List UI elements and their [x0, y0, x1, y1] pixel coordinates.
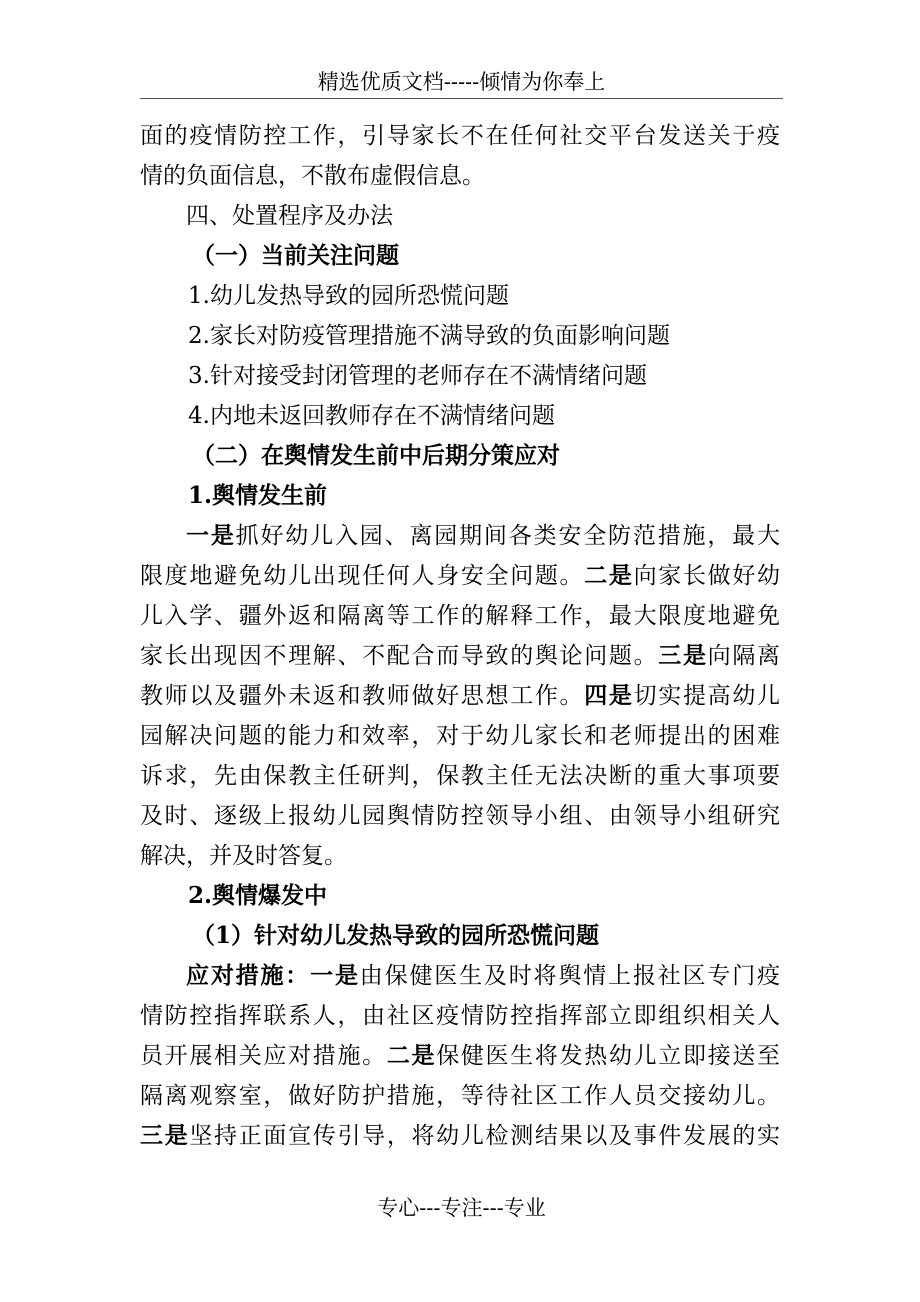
emphasis-label: 一是: [186, 522, 236, 549]
emphasis-label: 三是: [658, 642, 708, 669]
paragraph-line: 隔离观察室，做好防护措施，等待社区工作人员交接幼儿。: [140, 1083, 780, 1109]
emphasis-label: 二是: [386, 1042, 437, 1069]
paragraph-line: 三是坚持正面宣传引导，将幼儿检测结果以及事件发展的实: [140, 1122, 780, 1149]
paragraph-line: 一是抓好幼儿入园、离园期间各类安全防范措施，最大: [186, 522, 780, 549]
subsection-heading: 2.舆情爆发中: [188, 882, 328, 909]
paragraph-line: 面的疫情防控工作，引导家长不在任何社交平台发送关于疫: [140, 123, 780, 149]
paragraph-line: 教师以及疆外未返和教师做好思想工作。四是切实提高幼儿: [140, 682, 780, 709]
list-item: 3.针对接受封闭管理的老师存在不满情绪问题: [188, 363, 647, 389]
header-divider: [140, 98, 783, 99]
document-body: [140, 116, 780, 1156]
emphasis-label: 一是: [310, 962, 360, 989]
paragraph-line: 限度地避免幼儿出现任何人身安全问题。二是向家长做好幼: [140, 562, 780, 589]
paragraph-line: 家长出现因不理解、不配合而导致的舆论问题。三是向隔离: [140, 642, 780, 669]
emphasis-label: 应对措施：: [186, 962, 311, 989]
list-item: 4.内地未返回教师存在不满情绪问题: [188, 403, 555, 429]
emphasis-label: 三是: [140, 1122, 190, 1149]
subsection-heading: （一）当前关注问题: [192, 242, 399, 269]
paragraph-line: 诉求，先由保教主任研判，保教主任无法决断的重大事项要: [140, 763, 780, 789]
paragraph-line: 园解决问题的能力和效率，对于幼儿家长和老师提出的困难: [140, 723, 780, 749]
section-heading: 四、处置程序及办法: [186, 203, 393, 229]
subsection-heading: （1）针对幼儿发热导致的园所恐慌问题: [192, 922, 600, 949]
paragraph-line: 情的负面信息，不散布虚假信息。: [140, 163, 485, 189]
paragraph-line: 情防控指挥联系人，由社区疫情防控指挥部立即组织相关人: [140, 1003, 780, 1029]
paragraph-line: 儿入学、疆外返和隔离等工作的解释工作，最大限度地避免: [140, 603, 780, 629]
paragraph-line: 解决，并及时答复。: [140, 843, 347, 869]
subsection-heading: （二）在舆情发生前中后期分策应对: [192, 442, 560, 469]
subsection-heading: 1.舆情发生前: [188, 482, 328, 509]
page-footer: 专心---专注---专业: [377, 1196, 546, 1220]
list-item: 1.幼儿发热导致的园所恐慌问题: [188, 283, 509, 309]
emphasis-label: 二是: [584, 562, 634, 589]
list-item: 2.家长对防疫管理措施不满导致的负面影响问题: [188, 323, 670, 349]
paragraph-line: 应对措施：一是由保健医生及时将舆情上报社区专门疫: [186, 962, 780, 989]
page-header: 精选优质文档-----倾情为你奉上: [317, 70, 606, 94]
paragraph-line: 及时、逐级上报幼儿园舆情防控领导小组、由领导小组研究: [140, 803, 780, 829]
emphasis-label: 四是: [584, 682, 634, 709]
paragraph-line: 员开展相关应对措施。二是保健医生将发热幼儿立即接送至: [140, 1042, 780, 1069]
